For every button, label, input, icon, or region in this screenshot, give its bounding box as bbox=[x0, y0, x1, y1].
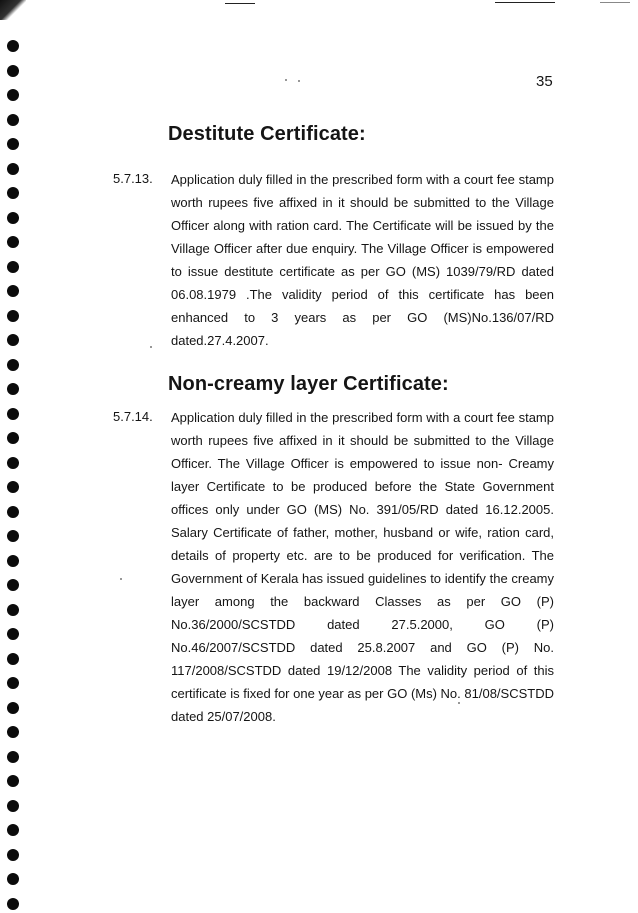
scan-speck bbox=[150, 346, 152, 348]
section-heading: Destitute Certificate: bbox=[168, 123, 366, 145]
binder-hole bbox=[7, 677, 19, 689]
binder-hole bbox=[7, 873, 19, 885]
binder-hole bbox=[7, 236, 19, 248]
binder-hole bbox=[7, 163, 19, 175]
binder-hole bbox=[7, 310, 19, 322]
scan-corner-mark bbox=[0, 0, 26, 20]
binder-hole bbox=[7, 628, 19, 640]
binder-hole bbox=[7, 849, 19, 861]
binder-hole bbox=[7, 481, 19, 493]
binder-hole bbox=[7, 653, 19, 665]
binder-hole bbox=[7, 261, 19, 273]
scan-speck bbox=[298, 80, 300, 82]
scan-edge-mark bbox=[495, 2, 555, 3]
page-number: 35 bbox=[536, 73, 553, 90]
binder-hole bbox=[7, 506, 19, 518]
scan-edge-mark bbox=[600, 2, 630, 3]
binder-hole bbox=[7, 751, 19, 763]
scan-edge-mark bbox=[225, 3, 255, 4]
binder-hole bbox=[7, 138, 19, 150]
binder-hole bbox=[7, 285, 19, 297]
scan-speck bbox=[120, 578, 122, 580]
binder-hole bbox=[7, 726, 19, 738]
binder-hole bbox=[7, 383, 19, 395]
binder-hole bbox=[7, 114, 19, 126]
section-heading: Non-creamy layer Certificate: bbox=[168, 373, 449, 395]
binder-hole bbox=[7, 775, 19, 787]
binder-hole bbox=[7, 604, 19, 616]
binder-hole bbox=[7, 432, 19, 444]
binder-hole bbox=[7, 212, 19, 224]
binder-hole bbox=[7, 530, 19, 542]
scan-speck bbox=[285, 79, 287, 81]
binder-hole bbox=[7, 579, 19, 591]
binder-hole bbox=[7, 824, 19, 836]
binder-hole bbox=[7, 898, 19, 910]
binder-hole bbox=[7, 334, 19, 346]
binder-hole bbox=[7, 40, 19, 52]
binder-holes bbox=[7, 40, 21, 910]
binder-hole bbox=[7, 359, 19, 371]
binder-hole bbox=[7, 555, 19, 567]
paragraph-number: 5.7.14. bbox=[113, 409, 153, 424]
binder-hole bbox=[7, 702, 19, 714]
binder-hole bbox=[7, 187, 19, 199]
paragraph-text: Application duly filled in the prescribed form with a court fee stamp worth rupees five affixed in it should be submitted to the Village Officer. The Village Officer is empowered to issue non- Creamy layer Certificate to be produced before the State Government offices only under GO (MS) No. 391/05/RD dated 16.12.2005. Salary Certificate of father, mother, husband or wife, ration card, details of property etc. are to be produced for verification. The Government of Kerala has issued guidelines to identify the creamy layer among the backward Classes as per GO (P) No.36/2000/SCSTDD dated 27.5.2000, GO (P) No.46/2007/SCSTDD dated 25.8.2007 and GO (P) No. 117/2008/SCSTDD dated 19/12/2008 The validity period of this certificate is fixed for one year as per GO (Ms) No. 81/08/SCSTDD dated 25/07/2008. bbox=[171, 410, 554, 724]
binder-hole bbox=[7, 457, 19, 469]
binder-hole bbox=[7, 408, 19, 420]
binder-hole bbox=[7, 800, 19, 812]
paragraph-number: 5.7.13. bbox=[113, 171, 153, 186]
paragraph-text: Application duly filled in the prescribed form with a court fee stamp worth rupees five affixed in it should be submitted to the Village Officer along with ration card. The Certificate will be issued by the Village Officer after due enquiry. The Village Officer is empowered to issue destitute certificate as per GO (MS) 1039/79/RD dated 06.08.1979 .The validity period of this certificate has been enhanced to 3 years as per GO (MS)No.136/07/RD dated.27.4.2007. bbox=[171, 172, 554, 348]
binder-hole bbox=[7, 65, 19, 77]
binder-hole bbox=[7, 89, 19, 101]
